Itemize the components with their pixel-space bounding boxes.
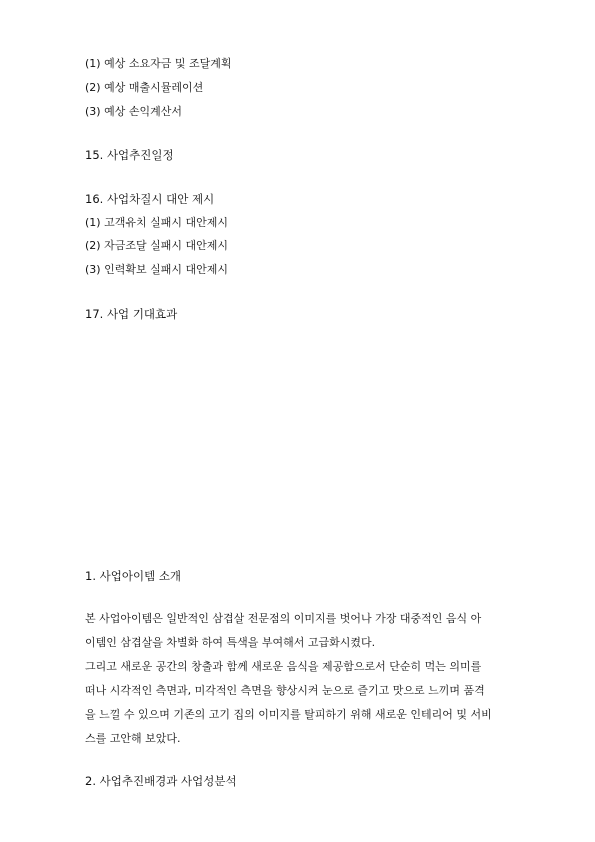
section-1-body [85, 607, 513, 751]
body-line: 을 느낄 수 있으며 기존의 고기 집의 이미지를 탈피하기 위해 새로운 인테리어 및 서비 [85, 708, 492, 721]
toc-item-funding-alternative: (2) 자금조달 실패시 대안제시 [85, 239, 228, 252]
toc-item-customer-alternative: (1) 고객유치 실패시 대안제시 [85, 216, 228, 229]
toc-item-funding-plan: (1) 예상 소요자금 및 조달계획 [85, 57, 232, 70]
toc-heading-expected-effects: 17. 사업 기대효과 [85, 307, 178, 321]
body-line: 그리고 새로운 공간의 창출과 함께 새로운 음식을 제공함으로서 단순히 먹는 의미를 [85, 660, 482, 673]
toc-heading-schedule: 15. 사업추진일정 [85, 148, 174, 162]
toc-item-sales-simulation: (2) 예상 매출시뮬레이션 [85, 81, 204, 94]
section-2-title: 2. 사업추진배경과 사업성분석 [85, 774, 237, 788]
toc-item-staffing-alternative: (3) 인력확보 실패시 대안제시 [85, 263, 228, 276]
body-line: 이템인 삼겹살을 차별화 하여 특색을 부여해서 고급화시켰다. [85, 636, 376, 649]
body-line: 본 사업아이템은 일반적인 삼겹살 전문점의 이미지를 벗어나 가장 대중적인 음식 아 [85, 612, 482, 625]
body-line: 떠나 시각적인 측면과, 미각적인 측면을 향상시켜 눈으로 즐기고 맛으로 느끼며 품격 [85, 684, 485, 697]
toc-item-income-statement: (3) 예상 손익계산서 [85, 105, 182, 118]
body-line: 스를 고안해 보았다. [85, 732, 181, 745]
section-1-title: 1. 사업아이템 소개 [85, 569, 182, 583]
toc-heading-alternatives: 16. 사업차질시 대안 제시 [85, 192, 215, 206]
